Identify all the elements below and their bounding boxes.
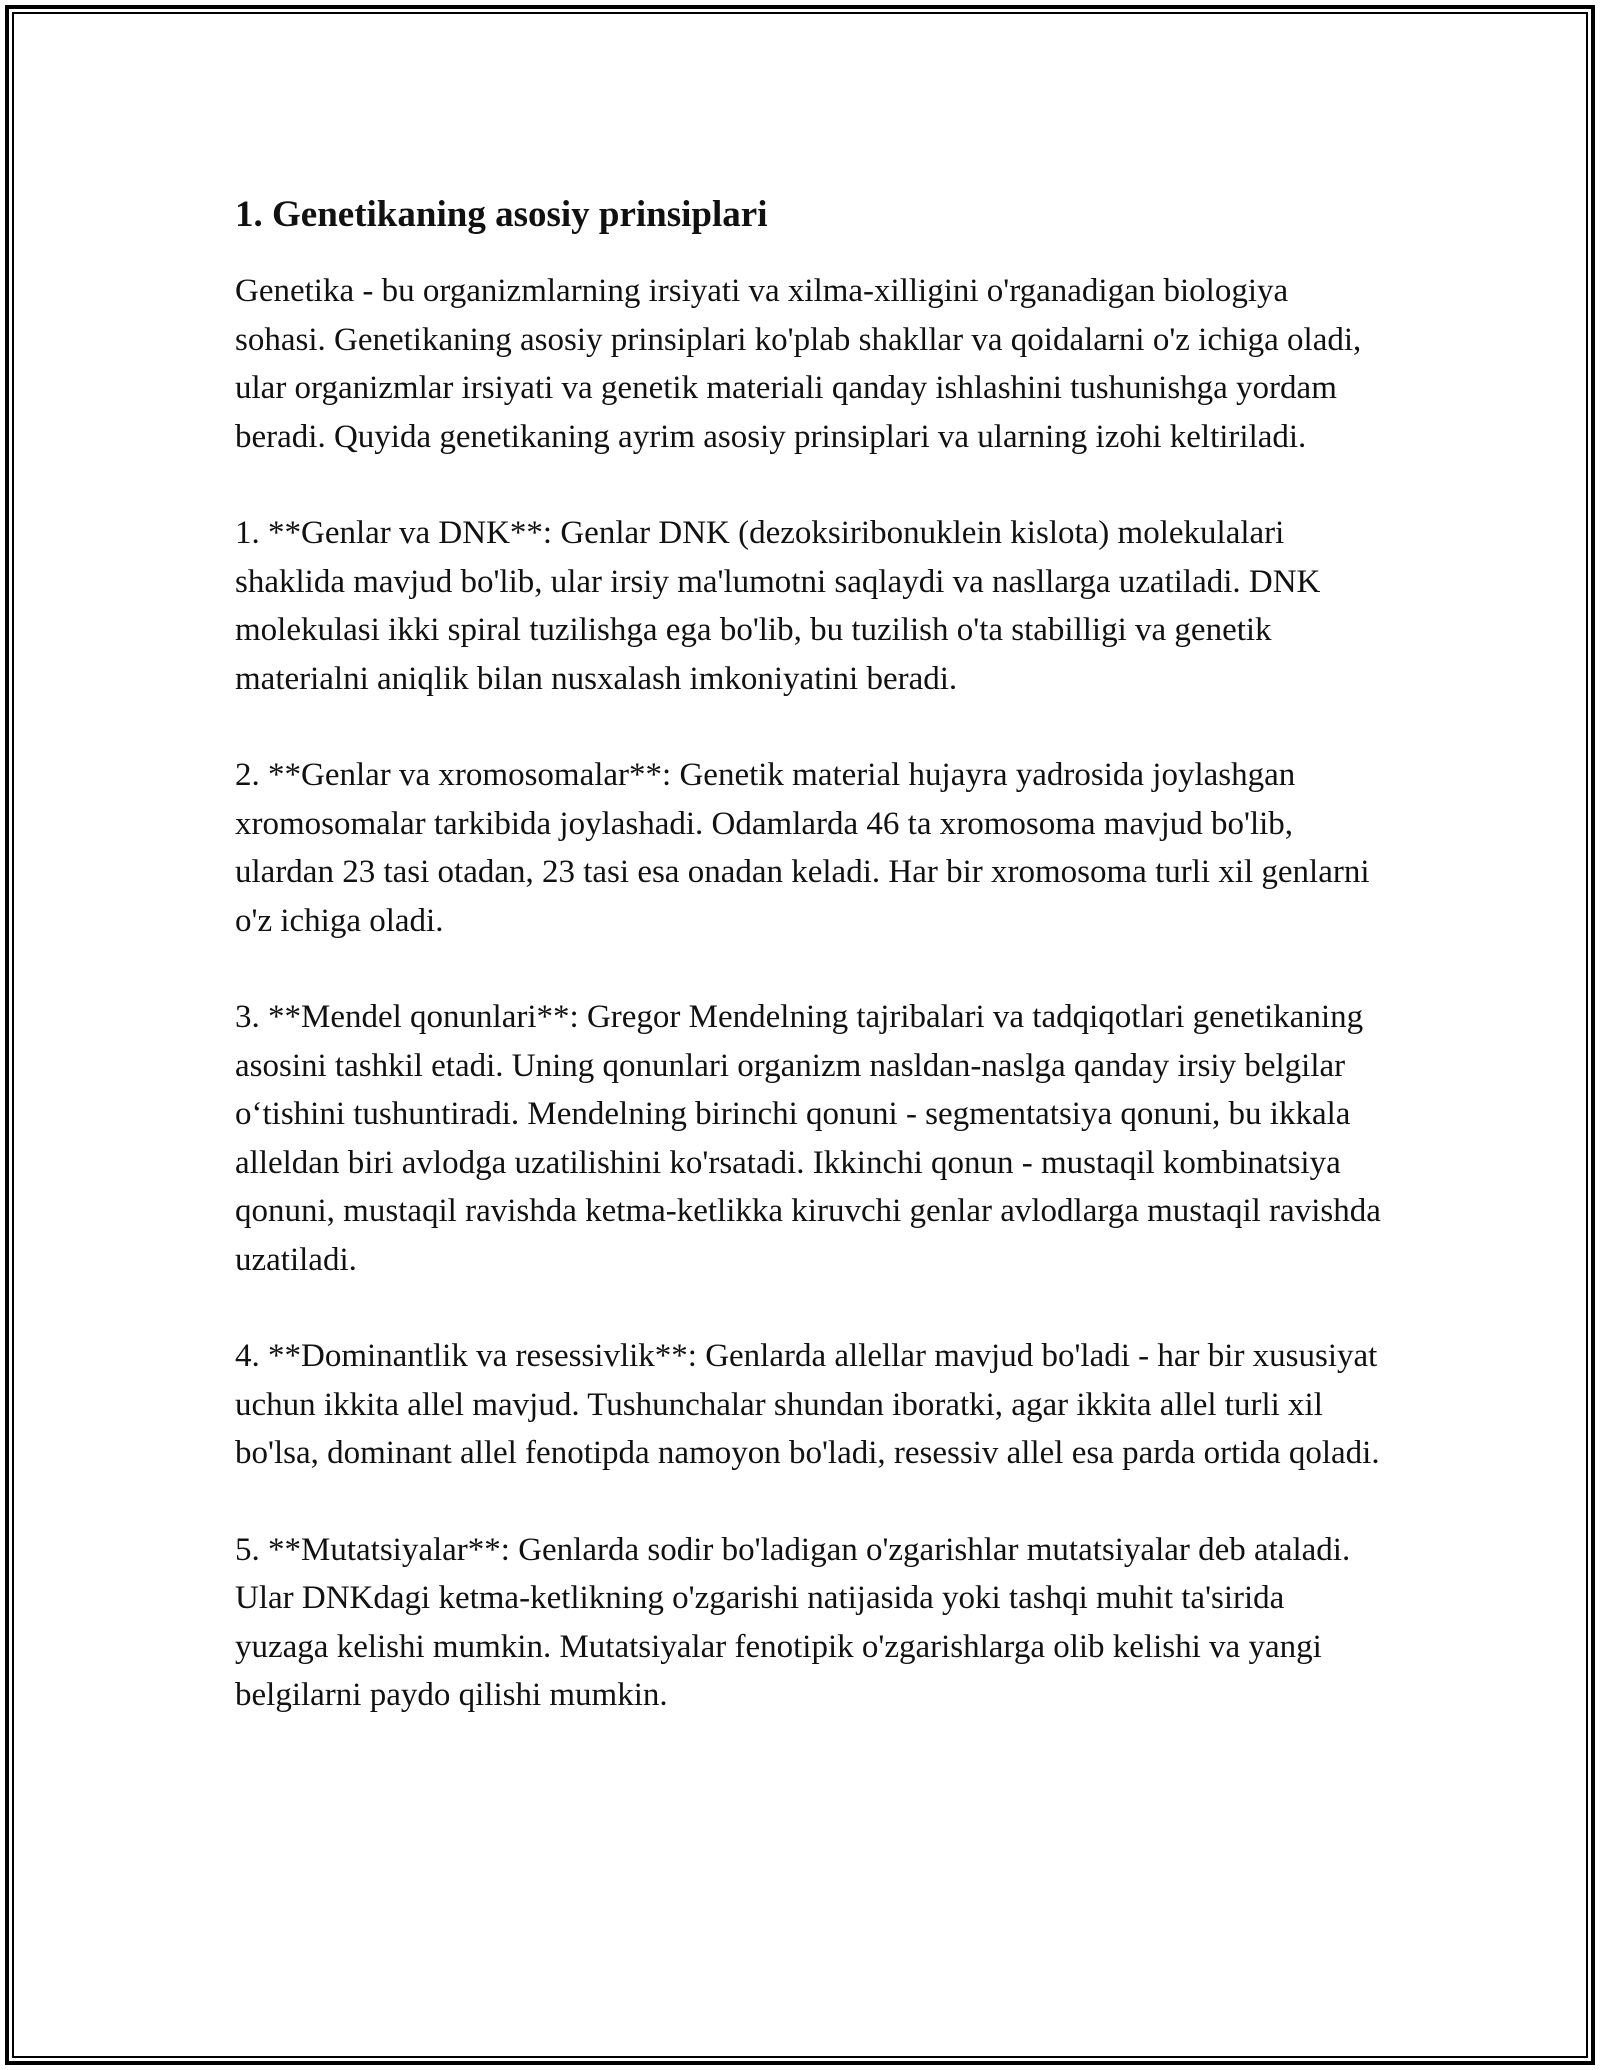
intro-paragraph: Genetika - bu organizmlarning irsiyati va xilma-xilligini o'rganadigan biologiya sohasi. Genetikaning asosiy prinsiplari ko'plab shakllar va qoidalarni o'z ichiga oladi, ular organizmlar irsiyati va genetik materiali qanday ishlashini tushunishga yordam beradi. Quyida genetikaning ayrim asosiy prinsiplari va ularning izohi keltiriladi. <box>235 273 1362 455</box>
page-title: 1. Genetikaning asosiy prinsiplari <box>235 194 768 235</box>
paragraph-mutations: 5. **Mutatsiyalar**: Genlarda sodir bo'ladigan o'zgarishlar mutatsiyalar deb ataladi. Ular DNKdagi ketma-ketlikning o'zgarishi natijasida yoki tashqi muhit ta'sirida yuzaga kelishi mumkin. Mutatsiyalar fenotipik o'zgarishlarga olib kelishi va yangi belgilarni paydo qilishi mumkin. <box>235 1531 1351 1713</box>
paragraph-genes-chromosomes: 2. **Genlar va xromosomalar**: Genetik material hujayra yadrosida joylashgan xromosomalar tarkibida joylashadi. Odamlarda 46 ta xromosoma mavjud bo'lib, ulardan 23 tasi otadan, 23 tasi esa onadan keladi. Har bir xromosoma turli xil genlarni o'z ichiga oladi. <box>235 757 1370 939</box>
paragraph-dominance-recessiveness: 4. **Dominantlik va resessivlik**: Genlarda allellar mavjud bo'ladi - har bir xususiyat uchun ikkita allel mavjud. Tushunchalar shundan iboratki, agar ikkita allel turli xil bo'lsa, dominant allel fenotipda namoyon bo'ladi, resessiv allel esa parda ortida qoladi. <box>235 1338 1380 1471</box>
paragraph-mendel-laws: 3. **Mendel qonunlari**: Gregor Mendelning tajribalari va tadqiqotlari genetikaning asosini tashkil etadi. Uning qonunlari organizm nasldan-naslga qanday irsiy belgilar o‘tishini tushuntiradi. Mendelning birinchi qonuni - segmentatsiya qonuni, bu ikkala alleldan biri avlodga uzatilishini ko'rsatadi. Ikkinchi qonun - mustaqil kombinatsiya qonuni, mustaqil ravishda ketma-ketlikka kiruvchi genlar avlodlarga mustaqil ravishda uzatiladi. <box>235 999 1381 1278</box>
paragraph-genes-dna: 1. **Genlar va DNK**: Genlar DNK (dezoksiribonuklein kislota) molekulalari shaklida mavjud bo'lib, ular irsiy ma'lumotni saqlaydi va nasllarga uzatiladi. DNK molekulasi ikki spiral tuzilishga ega bo'lib, bu tuzilish o'ta stabilligi va genetik materialni aniqlik bilan nusxalash imkoniyatini beradi. <box>235 515 1321 697</box>
document-body <box>235 185 1385 1768</box>
